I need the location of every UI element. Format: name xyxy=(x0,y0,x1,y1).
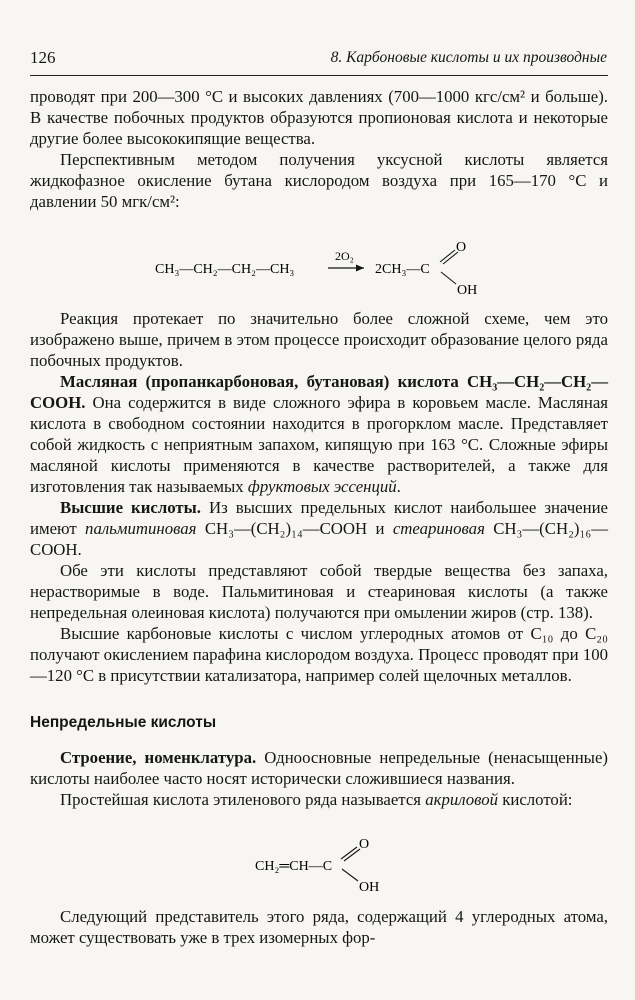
paragraph-acrylic xyxy=(30,789,608,810)
section-heading-unsaturated: Непредельные кислоты xyxy=(30,714,217,731)
paragraph-conditions: проводят при 200—300 °C и высоких давлениях (700—1000 кгс/см² и больше). В качестве побочных продуктов образуются пропионовая кислота и некоторые другие более высококипящие вещества. xyxy=(30,87,608,148)
butyric-formula: CH₃—CH₂—CH₂—COOH. xyxy=(30,372,608,412)
acrylic-hydroxyl-bond xyxy=(342,869,358,881)
reaction-butane-oxidation xyxy=(30,212,608,302)
reaction-butane-svg xyxy=(30,212,608,302)
structure-text: Одноосновные непредельные (ненасыщенные) кислоты наиболее часто носят исторически сложившиеся названия. xyxy=(30,748,608,788)
product-acetic-chain: 2CH₃—C xyxy=(375,262,430,277)
palmitic-formula: CH₃—(CH₂)₁₄—COOH xyxy=(196,519,368,538)
palmitic-name: пальмитиновая xyxy=(85,519,197,538)
butyric-heading: Масляная (пропанкарбоновая, бутановая) кислота xyxy=(60,372,459,391)
header-rule xyxy=(30,75,608,76)
acrylic-formula-svg xyxy=(30,810,608,906)
paragraph-properties: Обе эти кислоты представляют собой твердые вещества без запаха, нерастворимые в воде. Пальмитиновая и стеариновая кислоты (а также непредельная олеиновая кислота) получаются при омылении жиров (стр. 138). xyxy=(30,561,608,622)
reagent-oxygen: 2O₂ xyxy=(335,249,354,263)
hydroxyl-group: OH xyxy=(457,283,478,298)
reactant-butane: CH₃—CH₂—CH₂—CH₃ xyxy=(155,262,295,277)
acrylic-text: Простейшая кислота этиленового ряда называется xyxy=(60,790,426,809)
conjunction: и xyxy=(367,519,393,538)
carbonyl-oxygen: O xyxy=(456,240,467,255)
paragraph-reaction-note: Реакция протекает по значительно более сложной схеме, чем это изображено выше, причем в этом процессе происходит образование целого ряда побочных продуктов. xyxy=(30,309,608,370)
structure-heading: Строение, номенклатура. xyxy=(60,748,257,767)
paragraph-paraffin-oxidation: Высшие карбоновые кислоты с числом углеродных атомов от C₁₀ до C₂₀ получают окислением парафина кислородом воздуха. Процесс проводят при 100—120 °C в присутствии катализатора, например солей щелочных металлов. xyxy=(30,624,608,685)
stearic-name: стеариновая xyxy=(392,519,485,538)
reaction-arrowhead xyxy=(356,265,364,272)
higher-acids-text: Из высших предельных кислот наибольшее значение имеют xyxy=(30,498,608,538)
paragraph-butyric-acid xyxy=(30,371,608,497)
acrylic-chain: CH₂═CH—C xyxy=(255,859,333,874)
page-body xyxy=(30,86,608,948)
butyric-text: Она содержится в виде сложного эфира в коровьем масле. Масляная кислота в свободном состоянии находится в прогорклом масле. Представляет собой жидкость с неприятным запахом, кипящую при 163 °C. Сложные эфиры масляной кислоты применяются в качестве растворителей, а также для изготовления так называемых xyxy=(30,393,608,496)
paragraph-structure xyxy=(30,747,608,789)
formula-acrylic-acid xyxy=(30,810,608,906)
hydroxyl-bond xyxy=(441,272,456,284)
acrylic-emphasis: акриловой xyxy=(425,790,498,809)
butyric-emphasis: фруктовых эссенций xyxy=(247,477,397,496)
acrylic-end: кислотой: xyxy=(498,790,573,809)
butyric-end: . xyxy=(396,477,401,496)
higher-acids-heading: Высшие кислоты. xyxy=(60,498,201,517)
acrylic-carbonyl-oxygen: O xyxy=(359,837,370,852)
running-title: 8. Карбоновые кислоты и их производные xyxy=(330,49,607,66)
stearic-formula: CH₃—(CH₂)₁₆—COOH. xyxy=(30,519,608,559)
paragraph-next-member: Следующий представитель этого ряда, содержащий 4 углеродных атома, может существовать уже в трех изомерных фор- xyxy=(30,907,608,947)
page-number: 126 xyxy=(30,48,56,67)
paragraph-butane-oxidation: Перспективным методом получения уксусной кислоты является жидкофазное окисление бутана кислородом воздуха при 165—170 °C и давлении 50 мгк/см²: xyxy=(30,150,608,211)
paragraph-higher-acids xyxy=(30,497,608,560)
page-header xyxy=(30,46,607,72)
acrylic-hydroxyl: OH xyxy=(359,880,380,895)
